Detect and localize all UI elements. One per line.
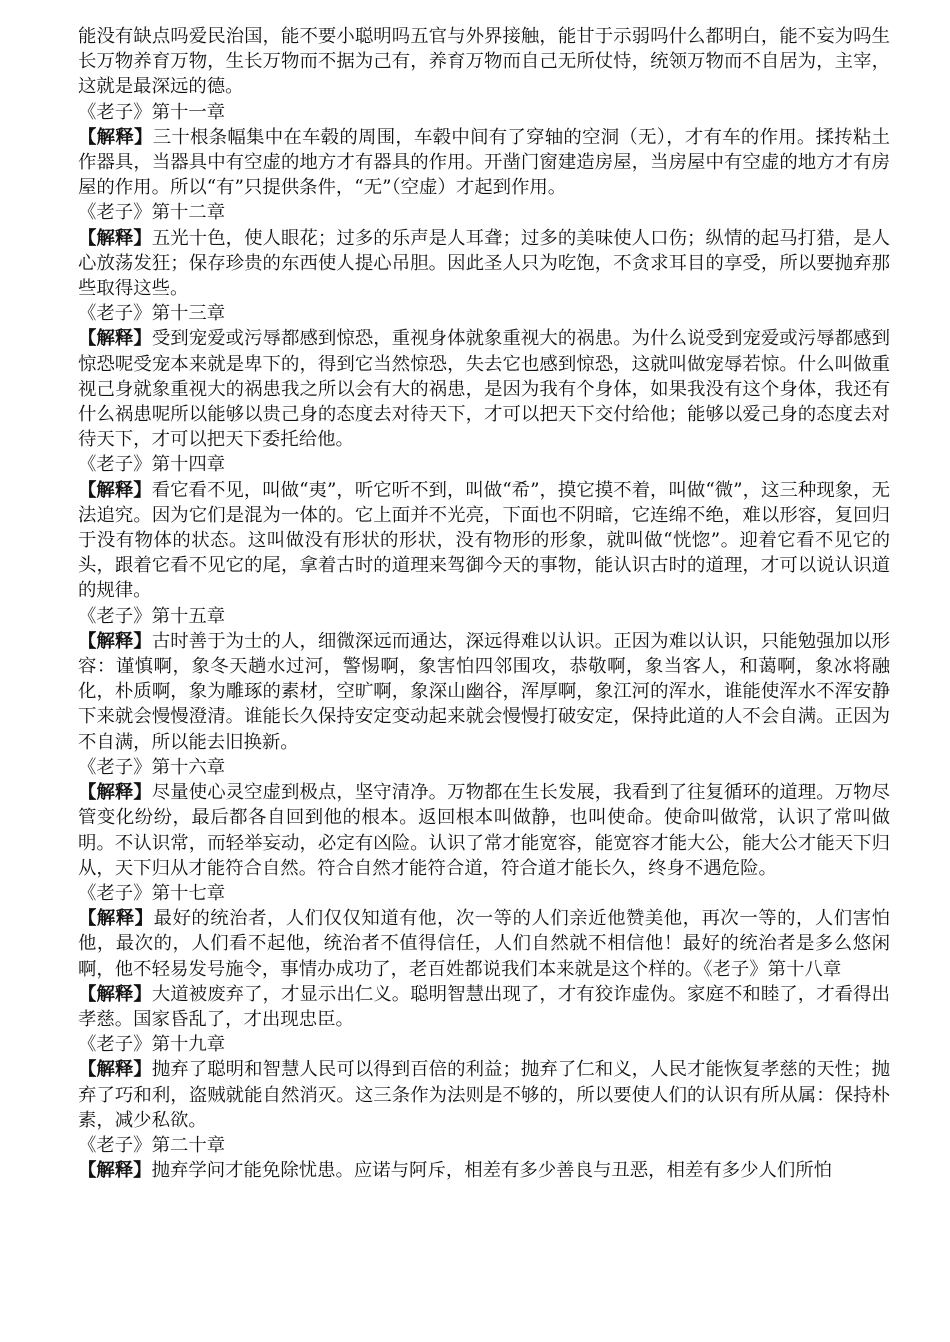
explanation-label: 【解释】: [78, 227, 152, 249]
explanation-label: 【解释】: [78, 782, 152, 804]
document-page: [78, 24, 890, 1183]
chapter-explanation-15: [78, 629, 890, 755]
chapter-explanation-11: [78, 125, 890, 201]
explanation-text: 三十根条幅集中在车毂的周围，车毂中间有了穿轴的空洞（无），才有车的作用。揉抟粘土作器具，当器具中有空虚的地方才有器具的作用。开凿门窗建造房屋，当房屋中有空虚的地方才有房屋的作用。所以“有”只提供条件，“无”（空虚）才起到作用。: [78, 126, 890, 199]
explanation-text: 大道被废弃了，才显示出仁义。聪明智慧出现了，才有狡诈虚伪。家庭不和睦了，才看得出孝慈。国家昏乱了，才出现忠臣。: [78, 983, 890, 1030]
explanation-text: 抛弃学问才能免除忧患。应诺与阿斥，相差有多少善良与丑恶，相差有多少人们所怕: [151, 1160, 833, 1182]
chapter-explanation-20: [78, 1158, 890, 1183]
explanation-label: 【解释】: [78, 126, 153, 148]
chapter-heading-16: 《老子》第十六章: [78, 756, 226, 778]
chapter-heading-14: 《老子》第十四章: [78, 454, 226, 476]
explanation-label: 【解释】: [78, 630, 152, 652]
chapter-heading-11: 《老子》第十一章: [78, 101, 226, 123]
explanation-label: 【解释】: [78, 983, 152, 1005]
chapter-explanation-16: [78, 780, 890, 881]
chapter-heading-12: 《老子》第十二章: [78, 202, 226, 224]
explanation-label: 【解释】: [78, 328, 152, 350]
chapter-explanation-12: [78, 226, 890, 302]
explanation-text: 最好的统治者，人们仅仅知道有他，次一等的人们亲近他赞美他，再次一等的，人们害怕他，最次的，人们看不起他，统治者不值得信任，人们自然就不相信他！最好的统治者是多么悠闲啊，他不轻易发号施令，事情办成功了，老百姓都说我们本来就是这个样的。《老子》第十八章: [78, 908, 890, 980]
chapter-explanation-18: [78, 982, 890, 1032]
chapter-heading-17: 《老子》第十七章: [78, 882, 226, 904]
explanation-text: 五光十色，使人眼花；过多的乐声是人耳聋；过多的美味使人口伤；纵情的起马打猎，是人心放荡发狂；保存珍贵的东西使人提心吊胆。因此圣人只为吃饱，不贪求耳目的享受，所以要抛弃那些取得这些。: [78, 227, 890, 300]
chapter-heading-13: 《老子》第十三章: [78, 303, 226, 325]
chapter-heading-20: 《老子》第二十章: [78, 1134, 226, 1156]
chapter-explanation-19: [78, 1057, 890, 1133]
explanation-text: 古时善于为士的人，细微深远而通达，深远得难以认识。正因为难以认识，只能勉强加以形容：谨慎啊，象冬天趟水过河，警惕啊，象害怕四邻围攻，恭敬啊，象当客人，和蔼啊，象冰将融化，朴质啊，象为雕琢的素材，空旷啊，象深山幽谷，浑厚啊，象江河的浑水，谁能使浑水不浑安静下来就会慢慢澄清。谁能长久保持安定变动起来就会慢慢打破安定，保持此道的人不会自满。正因为不自满，所以能去旧换新。: [78, 630, 890, 753]
intro-paragraph: 能没有缺点吗爱民治国，能不要小聪明吗五官与外界接触，能甘于示弱吗什么都明白，能不妄为吗生长万物养育万物，生长万物而不据为己有，养育万物而自己无所仗恃，统领万物而不自居为，主宰，这就是最深远的德。: [78, 26, 890, 98]
explanation-text: 受到宠爱或污辱都感到惊恐，重视身体就象重视大的祸患。为什么说受到宠爱或污辱都感到惊恐呢受宠本来就是卑下的，得到它当然惊恐，失去它也感到惊恐，这就叫做宠辱若惊。什么叫做重视己身就象重视大的祸患我之所以会有大的祸患，是因为我有个身体，如果我没有这个身体，我还有什么祸患呢所以能够以贵己身的态度去对待天下，才可以把天下交付给他；能够以爱己身的态度去对待天下，才可以把天下委托给他。: [78, 328, 890, 451]
chapter-heading-19: 《老子》第十九章: [78, 1034, 226, 1056]
chapter-explanation-17: [78, 906, 890, 982]
explanation-text: 抛弃了聪明和智慧人民可以得到百倍的利益；抛弃了仁和义，人民才能恢复孝慈的天性；抛弃了巧和利，盗贼就能自然消灭。这三条作为法则是不够的，所以要使人们的认识有所从属：保持朴素，减少私欲。: [78, 1059, 890, 1131]
explanation-label: 【解释】: [78, 1059, 152, 1081]
explanation-text: 看它看不见，叫做“夷”，听它听不到，叫做“希”，摸它摸不着，叫做“微”，这三种现象，无法追究。因为它们是混为一体的。它上面并不光亮，下面也不阴暗，它连绵不绝，难以形容，复回归于没有物体的状态。这叫做没有形状的形状，没有物形的形象，就叫做“恍惚”。迎着它看不见它的头，跟着它看不见它的尾，拿着古时的道理来驾御今天的事物，能认识古时的道理，才可以说认识道的规律。: [78, 479, 890, 602]
explanation-text: 尽量使心灵空虚到极点，坚守清净。万物都在生长发展，我看到了往复循环的道理。万物尽管变化纷纷，最后都各自回到他的根本。返回根本叫做静，也叫使命。使命叫做常，认识了常叫做明。不认识常，而轻举妄动，必定有凶险。认识了常才能宽容，能宽容才能大公，能大公才能天下归从，天下归从才能符合自然。符合自然才能符合道，符合道才能长久，终身不遇危险。: [78, 782, 890, 879]
explanation-label: 【解释】: [78, 908, 154, 930]
chapter-explanation-13: [78, 326, 890, 452]
explanation-label: 【解释】: [78, 1160, 152, 1182]
explanation-label: 【解释】: [78, 479, 152, 501]
chapter-explanation-14: [78, 478, 890, 604]
chapter-heading-15: 《老子》第十五章: [78, 605, 226, 627]
